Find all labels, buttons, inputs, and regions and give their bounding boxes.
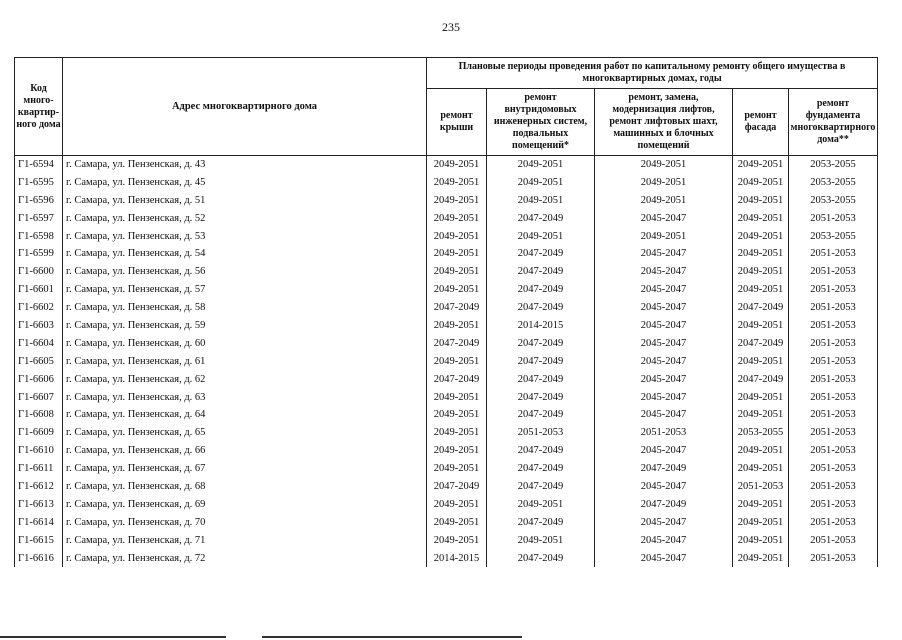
cell-roof: 2047-2049	[427, 335, 487, 353]
cell-foundation: 2051-2053	[789, 496, 878, 514]
cell-facade: 2049-2051	[733, 514, 789, 532]
cell-elevators: 2045-2047	[595, 353, 733, 371]
cell-elevators: 2045-2047	[595, 389, 733, 407]
cell-code: Г1-6601	[15, 281, 63, 299]
cell-code: Г1-6596	[15, 192, 63, 210]
header-planned-periods: Плановые периоды проведения работ по капитальному ремонту общего имущества в многоквартирных домах, годы	[427, 58, 878, 89]
cell-facade: 2049-2051	[733, 245, 789, 263]
cell-address: г. Самара, ул. Пензенская, д. 54	[63, 245, 427, 263]
cell-address: г. Самара, ул. Пензенская, д. 45	[63, 174, 427, 192]
table-row	[15, 317, 878, 335]
table-body	[15, 156, 878, 568]
cell-elevators: 2049-2051	[595, 228, 733, 246]
cell-foundation: 2051-2053	[789, 245, 878, 263]
cell-facade: 2049-2051	[733, 317, 789, 335]
cell-roof: 2047-2049	[427, 478, 487, 496]
cell-elevators: 2045-2047	[595, 281, 733, 299]
cell-roof: 2049-2051	[427, 263, 487, 281]
cell-roof: 2049-2051	[427, 317, 487, 335]
cell-elevators: 2051-2053	[595, 424, 733, 442]
cell-roof: 2049-2051	[427, 532, 487, 550]
cell-code: Г1-6594	[15, 156, 63, 174]
cell-address: г. Самара, ул. Пензенская, д. 61	[63, 353, 427, 371]
cell-foundation: 2051-2053	[789, 550, 878, 568]
cell-engineering: 2047-2049	[487, 460, 595, 478]
cell-engineering: 2047-2049	[487, 442, 595, 460]
cell-address: г. Самара, ул. Пензенская, д. 72	[63, 550, 427, 568]
cell-roof: 2049-2051	[427, 389, 487, 407]
cell-elevators: 2045-2047	[595, 371, 733, 389]
table-row	[15, 228, 878, 246]
cell-roof: 2049-2051	[427, 424, 487, 442]
cell-foundation: 2051-2053	[789, 263, 878, 281]
cell-facade: 2049-2051	[733, 281, 789, 299]
table-row	[15, 424, 878, 442]
cell-elevators: 2049-2051	[595, 174, 733, 192]
capital-repair-schedule-table	[14, 57, 878, 567]
cell-facade: 2049-2051	[733, 389, 789, 407]
cell-code: Г1-6595	[15, 174, 63, 192]
cell-elevators: 2045-2047	[595, 442, 733, 460]
cell-roof: 2049-2051	[427, 281, 487, 299]
cell-elevators: 2049-2051	[595, 192, 733, 210]
cell-engineering: 2049-2051	[487, 496, 595, 514]
cell-elevators: 2045-2047	[595, 550, 733, 568]
cell-code: Г1-6609	[15, 424, 63, 442]
cell-facade: 2049-2051	[733, 174, 789, 192]
cell-engineering: 2051-2053	[487, 424, 595, 442]
cell-engineering: 2047-2049	[487, 371, 595, 389]
cell-foundation: 2051-2053	[789, 532, 878, 550]
cell-facade: 2047-2049	[733, 335, 789, 353]
table-header	[15, 58, 878, 156]
cell-code: Г1-6610	[15, 442, 63, 460]
cell-roof: 2049-2051	[427, 210, 487, 228]
table-row	[15, 550, 878, 568]
cell-facade: 2053-2055	[733, 424, 789, 442]
cell-code: Г1-6600	[15, 263, 63, 281]
table-row	[15, 478, 878, 496]
cell-roof: 2049-2051	[427, 156, 487, 174]
header-elevators: ремонт, замена, модернизация лифтов, ремонт лифтовых шахт, машинных и блочных помещений	[595, 89, 733, 156]
cell-engineering: 2047-2049	[487, 406, 595, 424]
cell-foundation: 2051-2053	[789, 299, 878, 317]
cell-address: г. Самара, ул. Пензенская, д. 52	[63, 210, 427, 228]
cell-code: Г1-6608	[15, 406, 63, 424]
cell-facade: 2049-2051	[733, 550, 789, 568]
cell-engineering: 2047-2049	[487, 210, 595, 228]
cell-engineering: 2047-2049	[487, 299, 595, 317]
cell-elevators: 2045-2047	[595, 263, 733, 281]
cell-foundation: 2051-2053	[789, 317, 878, 335]
cell-foundation: 2053-2055	[789, 156, 878, 174]
cell-facade: 2049-2051	[733, 353, 789, 371]
cell-address: г. Самара, ул. Пензенская, д. 62	[63, 371, 427, 389]
cell-code: Г1-6607	[15, 389, 63, 407]
cell-facade: 2049-2051	[733, 442, 789, 460]
cell-foundation: 2051-2053	[789, 371, 878, 389]
table-row	[15, 263, 878, 281]
cell-elevators: 2045-2047	[595, 210, 733, 228]
cell-roof: 2049-2051	[427, 228, 487, 246]
cell-engineering: 2047-2049	[487, 263, 595, 281]
header-engineering: ремонт внутридомовых инженерных систем, подвальных помещений*	[487, 89, 595, 156]
cell-facade: 2051-2053	[733, 478, 789, 496]
header-facade: ремонт фасада	[733, 89, 789, 156]
cell-engineering: 2049-2051	[487, 156, 595, 174]
table-row	[15, 514, 878, 532]
header-address: Адрес многоквартирного дома	[63, 58, 427, 156]
cell-roof: 2047-2049	[427, 371, 487, 389]
cell-engineering: 2047-2049	[487, 478, 595, 496]
cell-elevators: 2049-2051	[595, 156, 733, 174]
table-row	[15, 406, 878, 424]
cell-roof: 2049-2051	[427, 442, 487, 460]
table-row	[15, 192, 878, 210]
header-code: Код много-квартир-ного дома	[15, 58, 63, 156]
cell-engineering: 2047-2049	[487, 335, 595, 353]
cell-engineering: 2047-2049	[487, 550, 595, 568]
table-row	[15, 442, 878, 460]
table-row	[15, 335, 878, 353]
cell-engineering: 2049-2051	[487, 192, 595, 210]
cell-roof: 2049-2051	[427, 514, 487, 532]
cell-roof: 2049-2051	[427, 174, 487, 192]
cell-roof: 2014-2015	[427, 550, 487, 568]
cell-elevators: 2045-2047	[595, 514, 733, 532]
cell-address: г. Самара, ул. Пензенская, д. 64	[63, 406, 427, 424]
cell-engineering: 2047-2049	[487, 514, 595, 532]
cell-foundation: 2051-2053	[789, 424, 878, 442]
cell-code: Г1-6612	[15, 478, 63, 496]
cell-engineering: 2049-2051	[487, 532, 595, 550]
cell-roof: 2049-2051	[427, 460, 487, 478]
cell-code: Г1-6606	[15, 371, 63, 389]
cell-code: Г1-6598	[15, 228, 63, 246]
cell-facade: 2049-2051	[733, 532, 789, 550]
cell-code: Г1-6614	[15, 514, 63, 532]
cell-address: г. Самара, ул. Пензенская, д. 43	[63, 156, 427, 174]
cell-foundation: 2051-2053	[789, 406, 878, 424]
cell-code: Г1-6604	[15, 335, 63, 353]
cell-code: Г1-6605	[15, 353, 63, 371]
cell-facade: 2049-2051	[733, 228, 789, 246]
cell-roof: 2049-2051	[427, 496, 487, 514]
cell-address: г. Самара, ул. Пензенская, д. 68	[63, 478, 427, 496]
cell-foundation: 2051-2053	[789, 442, 878, 460]
cell-facade: 2049-2051	[733, 156, 789, 174]
cell-code: Г1-6616	[15, 550, 63, 568]
table-row	[15, 156, 878, 174]
cell-address: г. Самара, ул. Пензенская, д. 70	[63, 514, 427, 532]
cell-foundation: 2051-2053	[789, 460, 878, 478]
cell-code: Г1-6611	[15, 460, 63, 478]
cell-address: г. Самара, ул. Пензенская, д. 71	[63, 532, 427, 550]
cell-foundation: 2051-2053	[789, 478, 878, 496]
table-row	[15, 245, 878, 263]
cell-foundation: 2051-2053	[789, 210, 878, 228]
cell-foundation: 2053-2055	[789, 174, 878, 192]
table-row	[15, 174, 878, 192]
cell-address: г. Самара, ул. Пензенская, д. 56	[63, 263, 427, 281]
cell-foundation: 2051-2053	[789, 335, 878, 353]
table-row	[15, 496, 878, 514]
cell-code: Г1-6615	[15, 532, 63, 550]
cell-elevators: 2045-2047	[595, 532, 733, 550]
cell-roof: 2047-2049	[427, 299, 487, 317]
cell-elevators: 2045-2047	[595, 245, 733, 263]
cell-foundation: 2051-2053	[789, 281, 878, 299]
cell-address: г. Самара, ул. Пензенская, д. 67	[63, 460, 427, 478]
cell-foundation: 2053-2055	[789, 228, 878, 246]
cell-roof: 2049-2051	[427, 245, 487, 263]
cell-foundation: 2051-2053	[789, 514, 878, 532]
footer-rule-left	[0, 636, 226, 638]
cell-address: г. Самара, ул. Пензенская, д. 51	[63, 192, 427, 210]
cell-facade: 2049-2051	[733, 192, 789, 210]
cell-code: Г1-6599	[15, 245, 63, 263]
cell-facade: 2047-2049	[733, 371, 789, 389]
cell-address: г. Самара, ул. Пензенская, д. 53	[63, 228, 427, 246]
page-number: 235	[442, 20, 460, 34]
cell-elevators: 2045-2047	[595, 406, 733, 424]
cell-facade: 2049-2051	[733, 460, 789, 478]
cell-facade: 2049-2051	[733, 496, 789, 514]
cell-address: г. Самара, ул. Пензенская, д. 66	[63, 442, 427, 460]
footer-rule-right	[262, 636, 522, 638]
cell-engineering: 2047-2049	[487, 245, 595, 263]
table-row	[15, 353, 878, 371]
cell-address: г. Самара, ул. Пензенская, д. 60	[63, 335, 427, 353]
cell-facade: 2049-2051	[733, 210, 789, 228]
table-row	[15, 460, 878, 478]
table-row	[15, 389, 878, 407]
cell-facade: 2049-2051	[733, 406, 789, 424]
cell-engineering: 2047-2049	[487, 353, 595, 371]
cell-engineering: 2014-2015	[487, 317, 595, 335]
cell-engineering: 2047-2049	[487, 281, 595, 299]
cell-elevators: 2045-2047	[595, 299, 733, 317]
cell-roof: 2049-2051	[427, 192, 487, 210]
header-foundation: ремонт фундамента многоквартирного дома**	[789, 89, 878, 156]
cell-foundation: 2051-2053	[789, 353, 878, 371]
table-row	[15, 299, 878, 317]
cell-facade: 2047-2049	[733, 299, 789, 317]
cell-elevators: 2047-2049	[595, 496, 733, 514]
cell-facade: 2049-2051	[733, 263, 789, 281]
cell-elevators: 2045-2047	[595, 317, 733, 335]
table-row	[15, 210, 878, 228]
cell-elevators: 2047-2049	[595, 460, 733, 478]
cell-address: г. Самара, ул. Пензенская, д. 59	[63, 317, 427, 335]
cell-address: г. Самара, ул. Пензенская, д. 65	[63, 424, 427, 442]
cell-code: Г1-6603	[15, 317, 63, 335]
cell-elevators: 2045-2047	[595, 335, 733, 353]
table-row	[15, 532, 878, 550]
cell-foundation: 2051-2053	[789, 389, 878, 407]
cell-engineering: 2047-2049	[487, 389, 595, 407]
cell-roof: 2049-2051	[427, 406, 487, 424]
cell-elevators: 2045-2047	[595, 478, 733, 496]
cell-foundation: 2053-2055	[789, 192, 878, 210]
cell-address: г. Самара, ул. Пензенская, д. 57	[63, 281, 427, 299]
table-row	[15, 281, 878, 299]
cell-code: Г1-6597	[15, 210, 63, 228]
cell-address: г. Самара, ул. Пензенская, д. 58	[63, 299, 427, 317]
cell-code: Г1-6602	[15, 299, 63, 317]
cell-code: Г1-6613	[15, 496, 63, 514]
cell-roof: 2049-2051	[427, 353, 487, 371]
cell-address: г. Самара, ул. Пензенская, д. 69	[63, 496, 427, 514]
cell-address: г. Самара, ул. Пензенская, д. 63	[63, 389, 427, 407]
cell-engineering: 2049-2051	[487, 228, 595, 246]
header-roof: ремонт крыши	[427, 89, 487, 156]
table-row	[15, 371, 878, 389]
cell-engineering: 2049-2051	[487, 174, 595, 192]
